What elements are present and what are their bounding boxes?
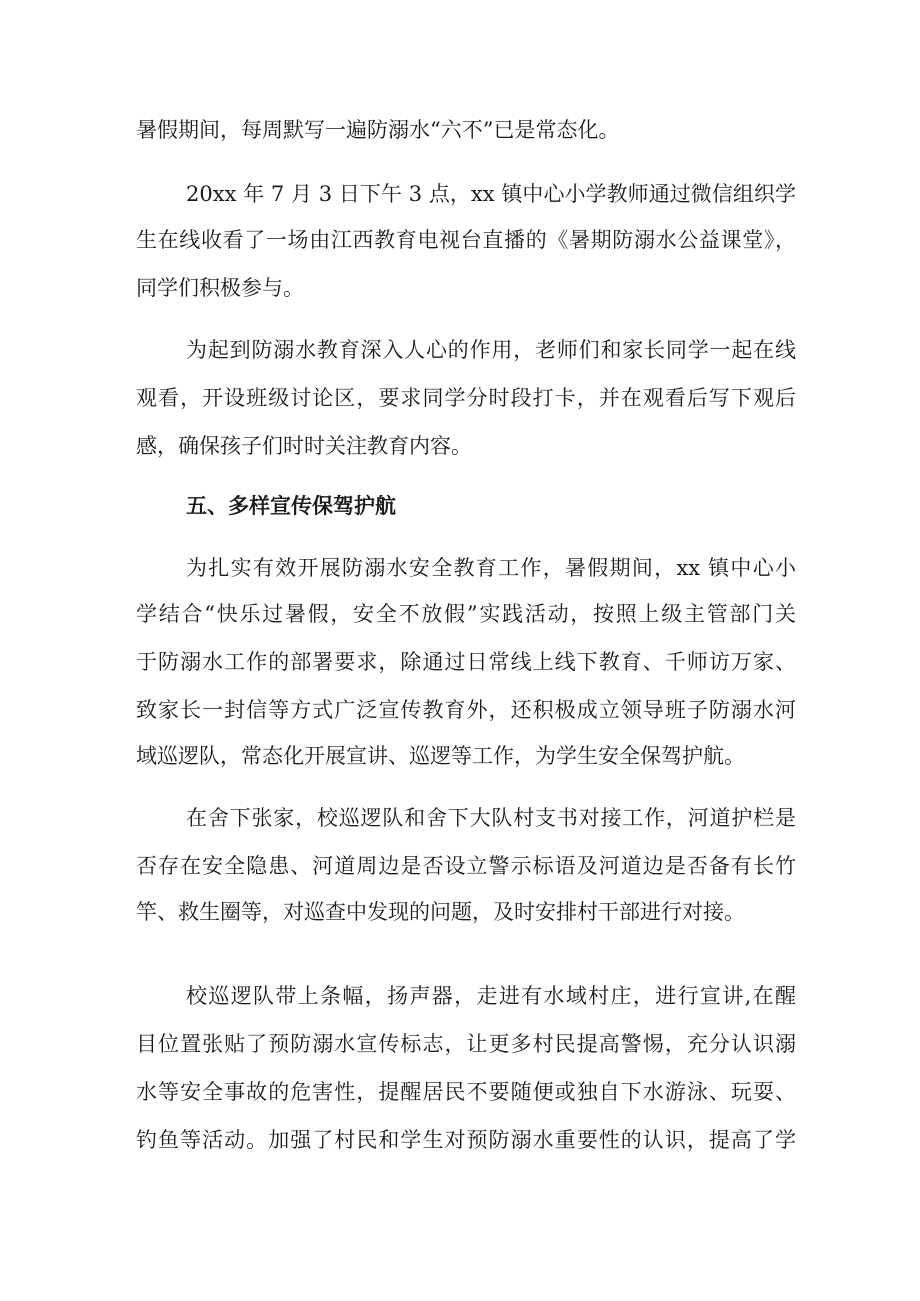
text-line: 钓鱼等活动。加强了村民和学生对预防溺水重要性的认识，提高了学 (136, 1128, 796, 1152)
text-line: 20xx 年 7 月 3 日下午 3 点，xx 镇中心小学教师通过微信组织学 (186, 182, 796, 206)
text-line: 校巡逻队带上条幅，扬声器，走进有水域村庄，进行宣讲,在醒 (186, 984, 796, 1008)
section-heading: 五、多样宣传保驾护航 (186, 494, 396, 518)
text-line: 致家长一封信等方式广泛宣传教育外，还积极成立领导班子防溺水河 (136, 698, 796, 722)
text-line: 于防溺水工作的部署要求，除通过日常线上线下教育、千师访万家、 (136, 650, 796, 674)
text-line: 为起到防溺水教育深入人心的作用，老师们和家长同学一起在线 (186, 338, 796, 362)
text-line: 观看，开设班级讨论区，要求同学分时段打卡，并在观看后写下观后 (136, 386, 796, 410)
text-line: 同学们积极参与。 (136, 276, 304, 300)
text-line: 竿、救生圈等，对巡查中发现的问题，及时安排村干部进行对接。 (136, 900, 745, 924)
text-line: 域巡逻队，常态化开展宣讲、巡逻等工作，为学生安全保驾护航。 (136, 744, 745, 768)
text-line: 为扎实有效开展防溺水安全教育工作，暑假期间，xx 镇中心小 (186, 556, 796, 580)
text-line: 目位置张贴了预防溺水宣传标志，让更多村民提高警惕，充分认识溺 (136, 1032, 796, 1056)
text-line: 在舍下张家，校巡逻队和舍下大队村支书对接工作，河道护栏是 (186, 806, 796, 830)
text-line: 水等安全事故的危害性，提醒居民不要随便或独自下水游泳、玩耍、 (136, 1080, 796, 1104)
text-line: 学结合“快乐过暑假，安全不放假”实践活动，按照上级主管部门关 (136, 602, 796, 626)
text-line: 生在线收看了一场由江西教育电视台直播的《暑期防溺水公益课堂》， (136, 228, 796, 252)
text-line: 否存在安全隐患、河道周边是否设立警示标语及河道边是否备有长竹 (136, 854, 796, 878)
text-line: 感，确保孩子们时时关注教育内容。 (136, 434, 472, 458)
text-line: 暑假期间，每周默写一遍防溺水“六不”已是常态化。 (136, 118, 620, 142)
